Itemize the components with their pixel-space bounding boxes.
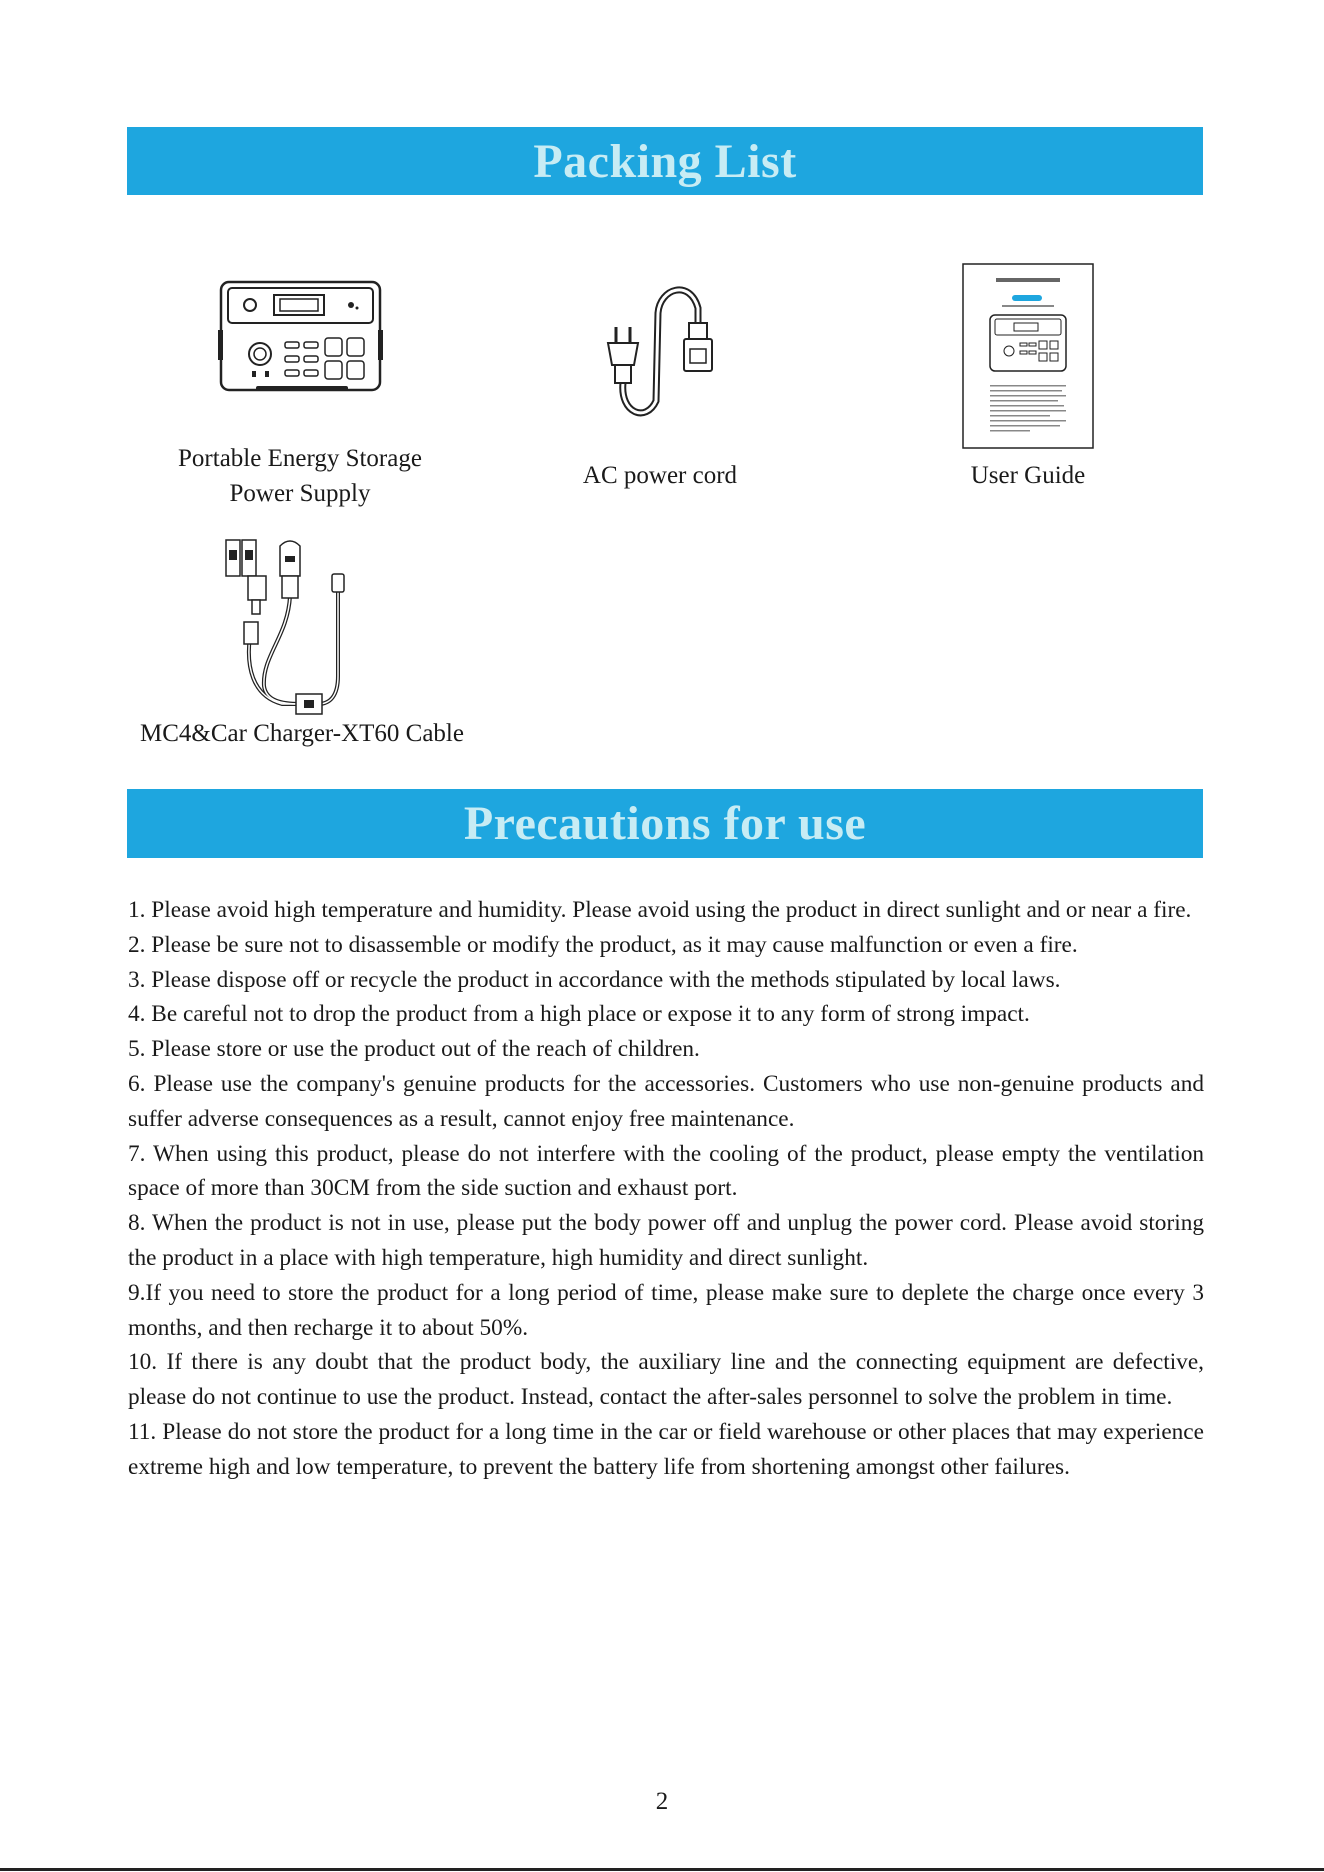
precaution-item: 3. Please dispose off or recycle the product in accordance with the methods stipulated by local laws.	[128, 966, 1061, 993]
power-station-label	[150, 441, 450, 511]
precaution-item: 10. If there is any doubt that the product body, the auxiliary line and the connecting equipment are defective, please do not continue to use the product. Instead, contact the after-sales personnel to solve the problem in time.	[128, 1349, 1204, 1411]
cable-label: MC4&Car Charger-XT60 Cable	[140, 720, 464, 747]
precaution-item: 4. Be careful not to drop the product from a high place or expose it to any form of strong impact.	[128, 1001, 1030, 1028]
precautions-list	[128, 893, 1204, 1485]
precaution-item: 6. Please use the company's genuine products for the accessories. Customers who use non-genuine products and suffer adverse consequences as a result, cannot enjoy free maintenance.	[128, 1070, 1204, 1132]
precaution-item: 11. Please do not store the product for a long time in the car or field warehouse or other places that may experience extreme high and low temperature, to prevent the battery life from shortening amongst other failures.	[128, 1418, 1204, 1480]
precaution-item: 9.If you need to store the product for a long period of time, please make sure to deplete the charge once every 3 months, and then recharge it to about 50%.	[128, 1279, 1204, 1341]
bottom-rule	[0, 1868, 1324, 1871]
packing-list-heading: Packing List	[127, 127, 1203, 195]
cable-icon	[222, 536, 372, 716]
precaution-item: 7. When using this product, please do not interfere with the cooling of the product, please empty the ventilation space of more than 30CM from the side suction and exhaust port.	[128, 1140, 1204, 1202]
precaution-item: 8. When the product is not in use, please put the body power off and unplug the power cord. Please avoid storing the product in a place with high temperature, high humidity and direct sunlight.	[128, 1210, 1204, 1271]
precaution-item: 1. Please avoid high temperature and humidity. Please avoid using the product in direct sunlight and or near a fire.	[128, 897, 1192, 923]
user-guide-icon	[962, 263, 1094, 449]
power-station-label-line2: Power Supply	[229, 480, 371, 507]
power-cord-icon	[598, 283, 733, 423]
power-cord-label: AC power cord	[582, 462, 738, 489]
precautions-heading: Precautions for use	[127, 789, 1203, 858]
power-station-label-line1: Portable Energy Storage	[178, 445, 422, 472]
user-guide-label: User Guide	[970, 462, 1086, 489]
precaution-item: 5. Please store or use the product out of the reach of children.	[128, 1036, 700, 1063]
page-number: 2	[655, 1788, 669, 1815]
power-station-icon	[218, 280, 383, 398]
precaution-item: 2. Please be sure not to disassemble or modify the product, as it may cause malfunction or even a fire.	[128, 931, 1078, 958]
